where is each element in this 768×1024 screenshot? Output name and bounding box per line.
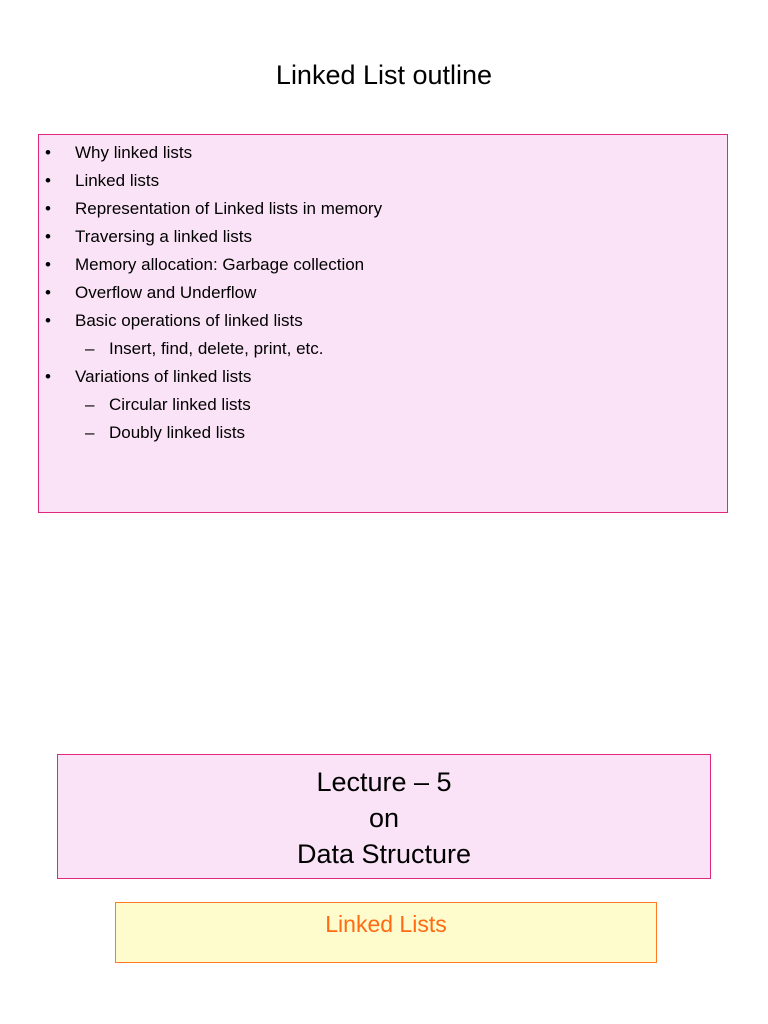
slide-title: Linked List outline <box>275 60 493 90</box>
outline-item <box>39 195 727 223</box>
outline-item-text: Variations of linked lists <box>75 367 252 386</box>
lecture-connector: on <box>368 803 400 833</box>
outline-item-text: Memory allocation: Garbage collection <box>75 255 365 274</box>
outline-item-text: Basic operations of linked lists <box>75 311 303 330</box>
outline-item-text: Linked lists <box>75 171 160 190</box>
outline-box <box>38 134 728 513</box>
outline-subitem <box>39 335 727 363</box>
dash-marker: – <box>85 423 95 442</box>
lecture-subject: Data Structure <box>296 839 472 869</box>
outline-subitem <box>39 419 727 447</box>
outline-item <box>39 167 727 195</box>
bullet-marker: • <box>45 283 51 302</box>
bullet-marker: • <box>45 255 51 274</box>
outline-item-text: Representation of Linked lists in memory <box>75 199 383 218</box>
bullet-marker: • <box>45 311 51 330</box>
outline-item <box>39 223 727 251</box>
outline-item <box>39 307 727 335</box>
outline-item-text: Overflow and Underflow <box>75 283 257 302</box>
dash-marker: – <box>85 339 95 358</box>
outline-item <box>39 139 727 167</box>
outline-subitem-text: Insert, find, delete, print, etc. <box>109 339 324 358</box>
outline-item <box>39 279 727 307</box>
outline-item-text: Traversing a linked lists <box>75 227 252 246</box>
lecture-number: Lecture – 5 <box>316 767 452 797</box>
bullet-marker: • <box>45 227 51 246</box>
outline-subitem-text: Circular linked lists <box>109 395 251 414</box>
outline-list <box>39 135 727 447</box>
bullet-marker: • <box>45 199 51 218</box>
outline-item <box>39 251 727 279</box>
lecture-box <box>57 754 711 879</box>
outline-subitem-text: Doubly linked lists <box>109 423 246 442</box>
outline-item-text: Why linked lists <box>75 143 193 162</box>
outline-item <box>39 363 727 391</box>
topic-title: Linked Lists <box>325 911 447 937</box>
dash-marker: – <box>85 395 95 414</box>
topic-box <box>115 902 657 963</box>
outline-subitem <box>39 391 727 419</box>
bullet-marker: • <box>45 171 51 190</box>
bullet-marker: • <box>45 367 51 386</box>
bullet-marker: • <box>45 143 51 162</box>
